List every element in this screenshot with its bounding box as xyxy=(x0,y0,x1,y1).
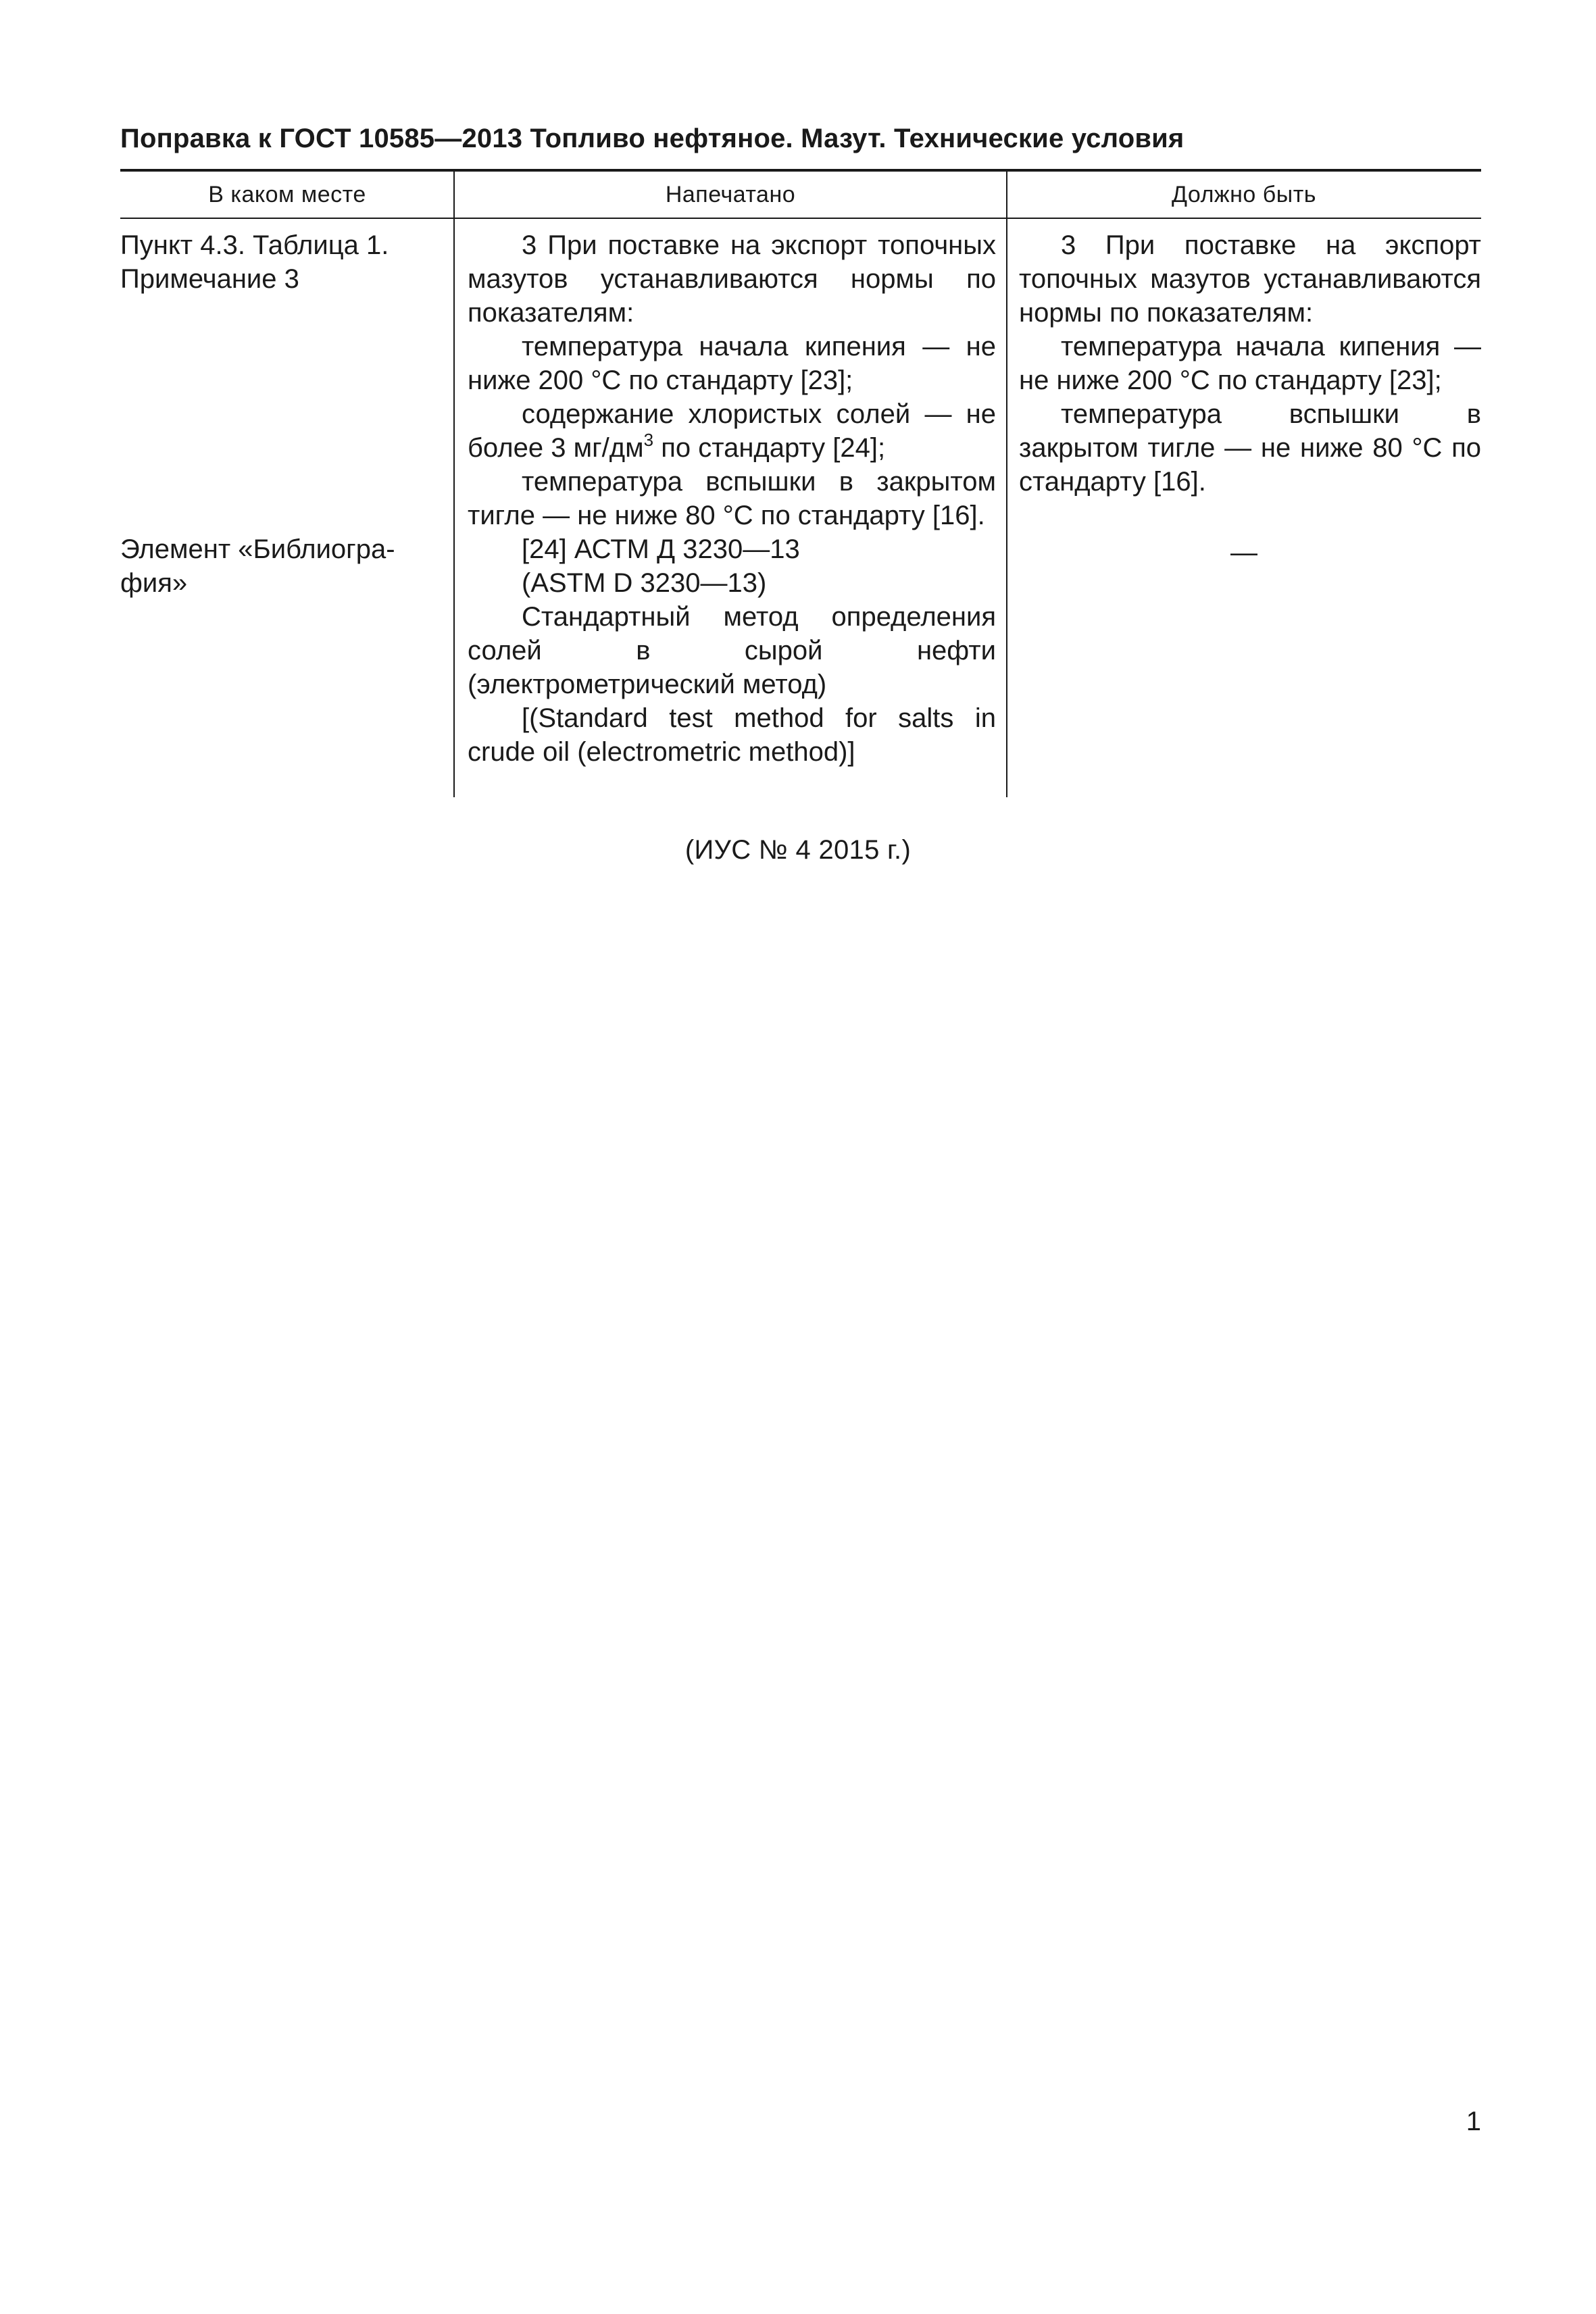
row1-printed-p2: температура начала кипения — не ниже 200 °С по стандарту [23]; xyxy=(468,332,996,395)
table-header-row xyxy=(120,172,1481,219)
column-divider-2 xyxy=(1006,172,1007,797)
row1-printed-p4: температура вспышки в закрытом тигле — не ниже 80 °С по стандарту [16]. xyxy=(468,467,996,530)
row1-printed-p3-text: содержание хлористых солей — не более 3 мг/дм xyxy=(468,399,996,463)
row2-should-be-dash: — xyxy=(1230,538,1257,568)
row1-printed-p3 xyxy=(468,397,996,465)
publication-reference: (ИУС № 4 2015 г.) xyxy=(684,835,912,865)
document-title: Поправка к ГОСТ 10585—2013 Топливо нефтяное. Мазут. Технические условия xyxy=(120,124,1184,153)
row1-should-be-p2: температура начала кипения — не ниже 200 °С по стандарту [23]; xyxy=(1019,332,1481,395)
row1-printed-p3-tail: по стандарту [24]; xyxy=(653,433,886,463)
page-number: 1 xyxy=(1466,2107,1481,2136)
row2-location-line2: фия» xyxy=(120,568,188,598)
row2-printed-p2: (ASTM D 3230—13) xyxy=(522,568,767,598)
header-printed: Напечатано xyxy=(665,182,796,207)
header-should-be: Должно быть xyxy=(1172,182,1316,207)
row1-should-be-p1: 3 При поставке на экспорт топочных мазутов устанавливаются нормы по показателям: xyxy=(1019,230,1481,328)
row1-should-be-cell xyxy=(1019,228,1481,499)
row1-location-line1: Пункт 4.3. Таблица 1. xyxy=(120,230,389,260)
row1-location-cell xyxy=(120,228,443,296)
row1-should-be-p3: температура вспышки в закрытом тигле — не ниже 80 °С по стандарту [16]. xyxy=(1019,399,1481,497)
row2-location-line1: Элемент «Библиогра- xyxy=(120,534,395,564)
row2-printed-p4: [(Standard test method for salts in crude oil (electrometric method)] xyxy=(468,703,996,767)
row2-printed-p1: [24] АСТМ Д 3230—13 xyxy=(522,534,800,564)
row1-location-line2: Примечание 3 xyxy=(120,264,299,294)
header-location: В каком месте xyxy=(208,182,366,207)
row1-printed-cell xyxy=(468,228,996,532)
row2-printed-p3: Стандартный метод определения солей в сырой нефти (электрометрический метод) xyxy=(468,602,996,699)
row2-printed-cell xyxy=(468,532,996,769)
row2-location-cell xyxy=(120,532,443,600)
row1-printed-p1: 3 При поставке на экспорт топочных мазутов устанавливаются нормы по показателям: xyxy=(468,230,996,328)
row1-printed-p3-superscript: 3 xyxy=(643,429,654,450)
column-divider-1 xyxy=(453,172,455,797)
